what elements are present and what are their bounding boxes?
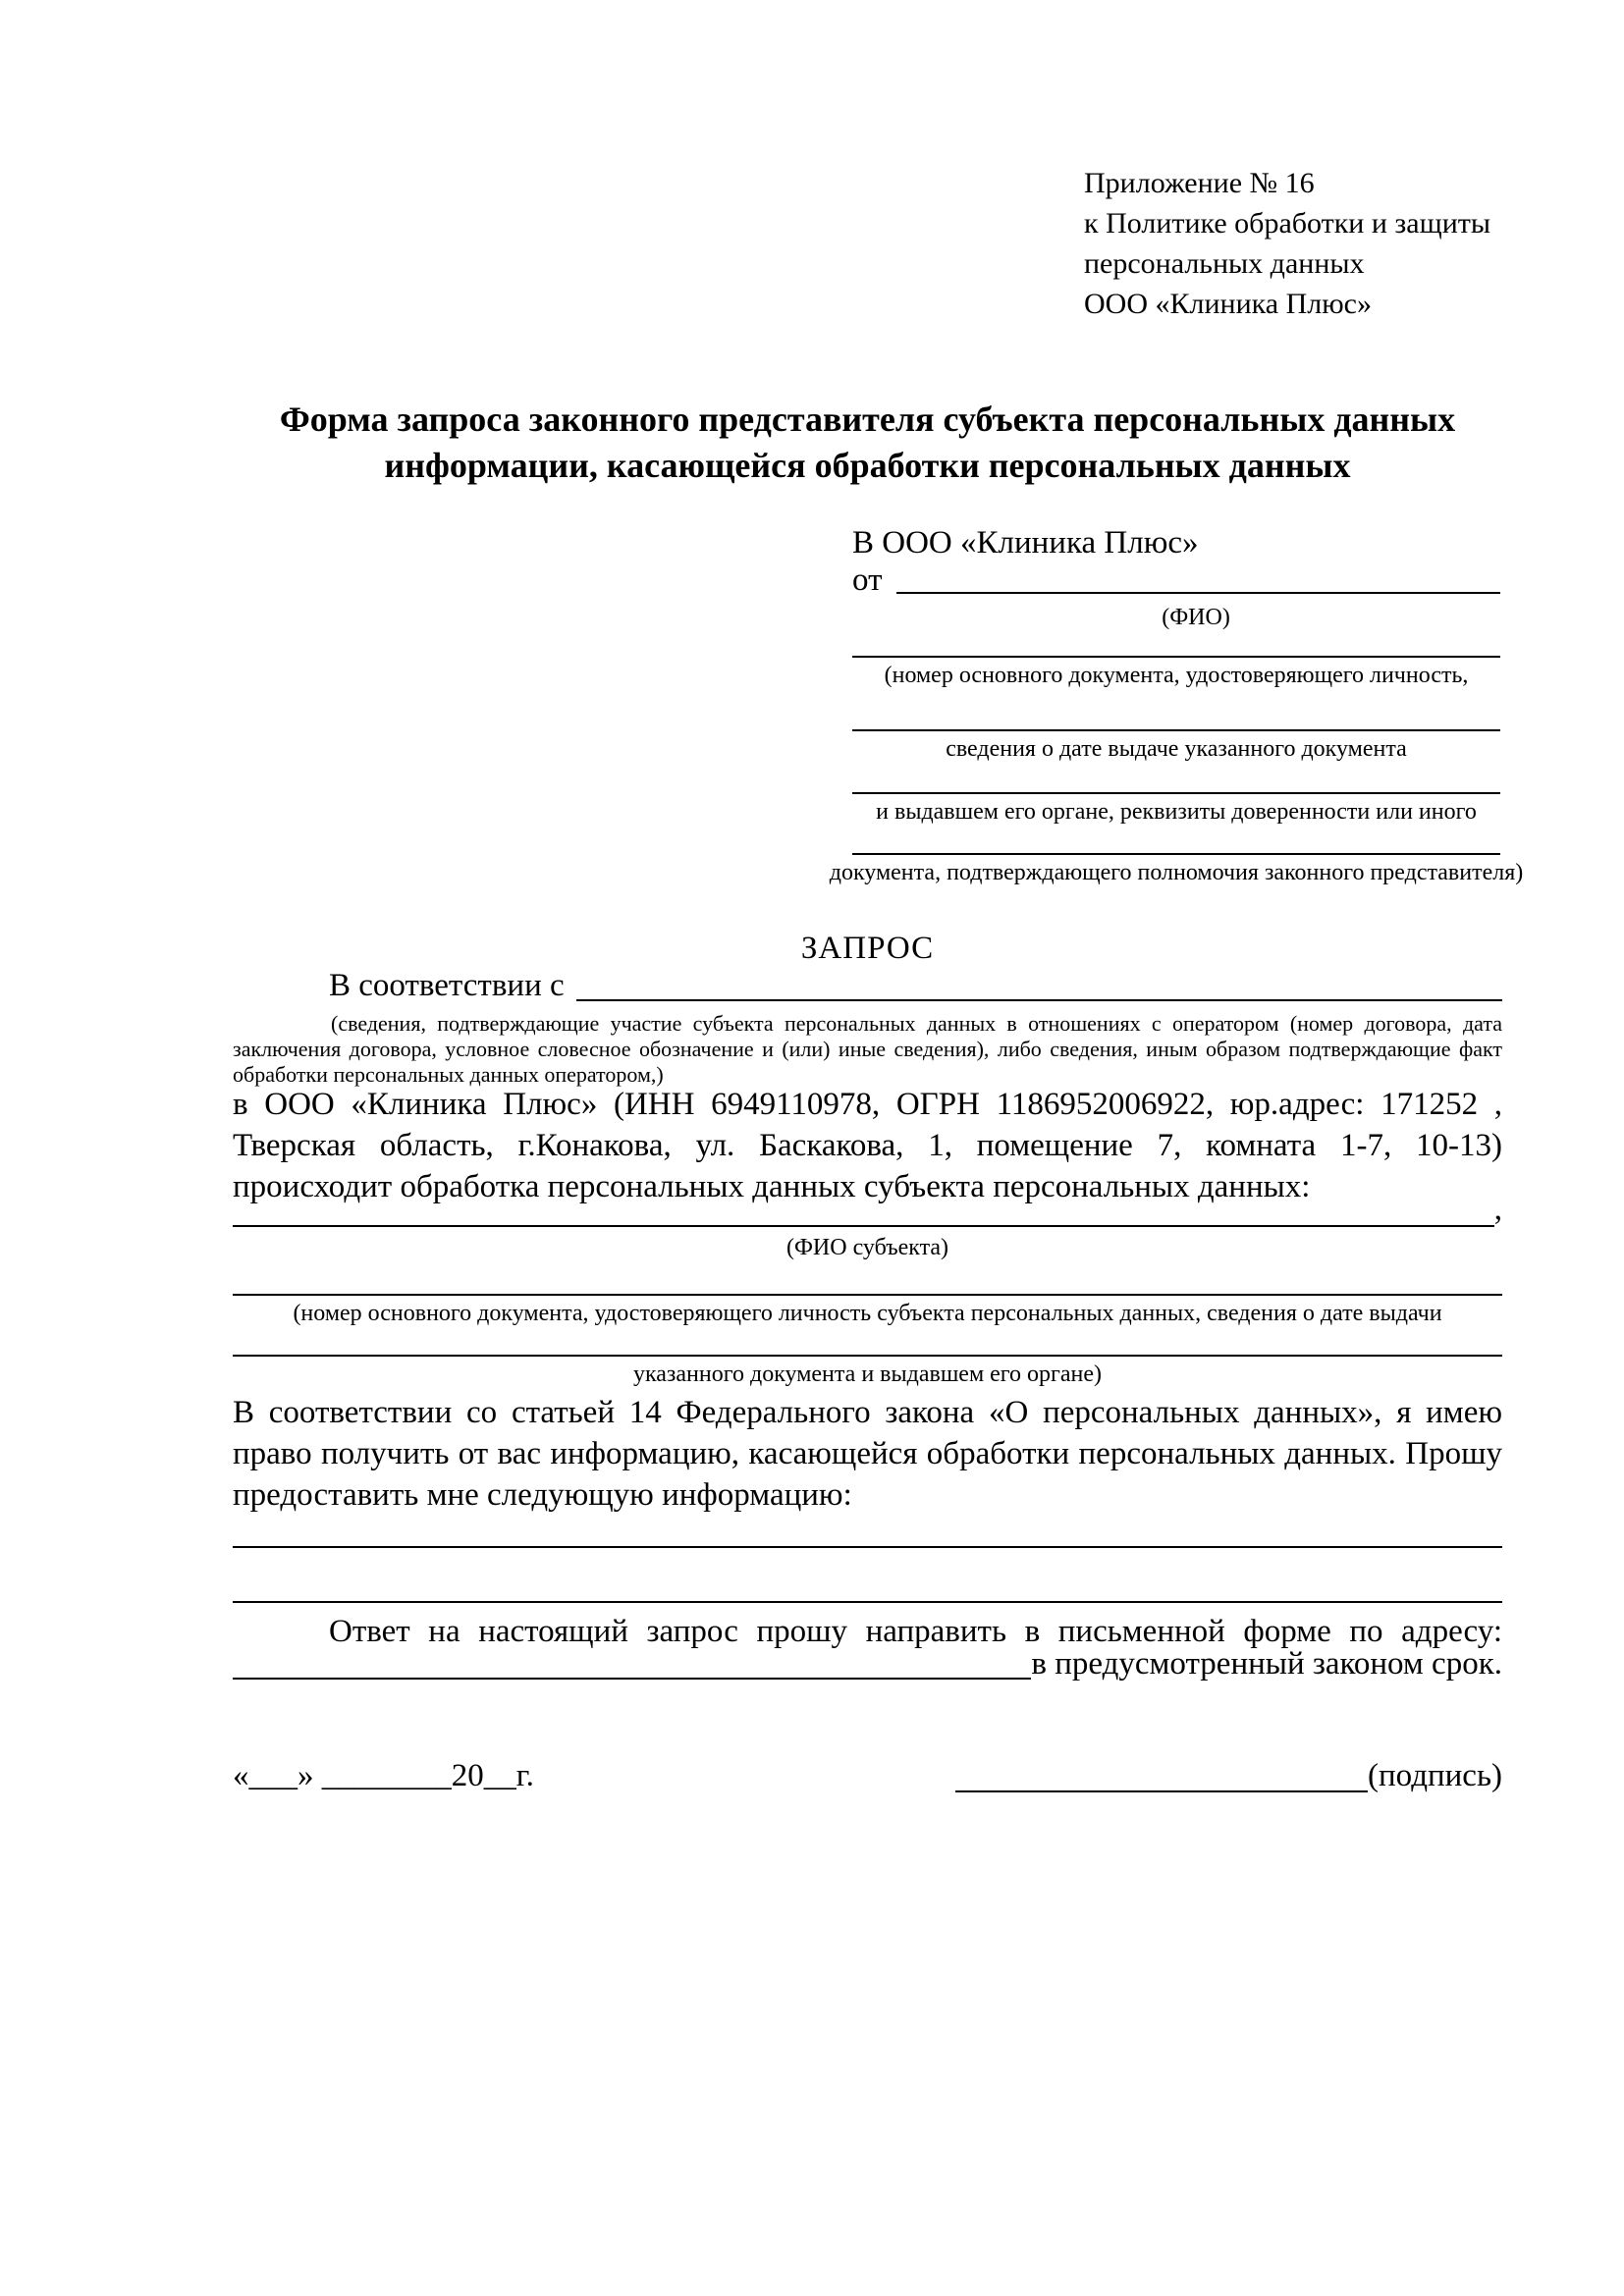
doc-caption-1: (номер основного документа, удостоверяющего личность, [884,663,1469,688]
fio-caption: (ФИО) [1162,605,1230,630]
address-field-line[interactable] [233,1650,1031,1680]
response-tail: в предусмотренный законом срок. [1031,1646,1502,1682]
subject-fio-row [233,1194,1502,1229]
response-address-row [233,1646,1502,1682]
info-field-line-2[interactable] [233,1601,1502,1603]
subject-doc-caption-2: указанного документа и выдавшем его органе) [632,1362,1103,1387]
title-line-2: информации, касающейся обработки персональных данных [384,446,1351,485]
subject-fio-comma: , [1493,1192,1502,1227]
law-paragraph: В соответствии со статьей 14 Федерального закона «О персональных данных», я имею право получить от вас информацию, касающейся обработки персональных данных. Прошу предоставить мне следующую информацию: [233,1395,1502,1513]
subject-fio-field-line[interactable] [233,1194,1494,1227]
representative-doc-field-line-4[interactable] [852,853,1500,855]
title-line-1: Форма запроса законного представителя субъекта персональных данных [279,400,1456,439]
doc-caption-2: сведения о дате выдаче указанного документа [946,736,1407,762]
representative-doc-field-line-2[interactable] [852,729,1500,731]
accordance-label: В соответствии с [329,968,565,1003]
fine-print: (сведения, подтверждающие участие субъекта персональных данных в отношениях с оператором (номер договора, дата заключения договора, условное словесное обозначение и (или) иные сведения), либо сведения, иным образом подтверждающие факт обработки персональных данных оператором,) [233,1011,1502,1087]
date-blank[interactable]: «___» ________20__г. [233,1758,534,1793]
appendix-number: Приложение № 16 [1084,167,1315,199]
representative-doc-field-line-1[interactable] [852,656,1500,658]
from-label: от [852,562,883,598]
doc-caption-3: и выдавшем его органе, реквизиты доверенности или иного [876,799,1477,825]
representative-doc-field-line-3[interactable] [852,792,1500,794]
signature-field-line[interactable] [955,1761,1368,1792]
addressee-block [829,525,1524,918]
doc-caption-4: документа, подтверждающего полномочия законного представителя) [829,860,1524,885]
accordance-field-line[interactable] [576,968,1502,1001]
accordance-row [233,968,1502,1003]
request-heading: ЗАПРОС [800,931,935,966]
appendix-company: ООО «Клиника Плюс» [1084,288,1372,320]
subject-doc-field-line-2[interactable] [233,1355,1502,1357]
subject-doc-field-line-1[interactable] [233,1294,1502,1296]
signature-caption: (подпись) [1368,1758,1502,1793]
appendix-header [1084,163,1536,324]
appendix-policy-line: к Политике обработки и защиты [1084,207,1491,240]
appendix-policy-line2: персональных данных [1084,247,1365,280]
signature-row [233,1759,1502,1792]
response-paragraph: Ответ на настоящий запрос прошу направить в письменной форме по адресу: [329,1614,1502,1649]
subject-fio-caption: (ФИО субъекта) [785,1235,949,1260]
info-field-line-1[interactable] [233,1546,1502,1548]
addressee-to: В ООО «Клиника Плюс» [852,525,1199,561]
operator-paragraph: в ООО «Клиника Плюс» (ИНН 6949110978, ОГРН 1186952006922, юр.адрес: 171252 , Тверская область, г.Конакова, ул. Баскакова, 1, помещение 7, комната 1-7, 10-13) происходит обработка персональных данных субъекта персональных данных: [233,1087,1502,1204]
from-row [852,564,1500,596]
subject-doc-caption-1: (номер основного документа, удостоверяющего личность субъекта персональных данных, сведения о дате выдачи [293,1301,1442,1326]
representative-fio-field-line[interactable] [896,564,1501,594]
document-title [233,397,1502,489]
